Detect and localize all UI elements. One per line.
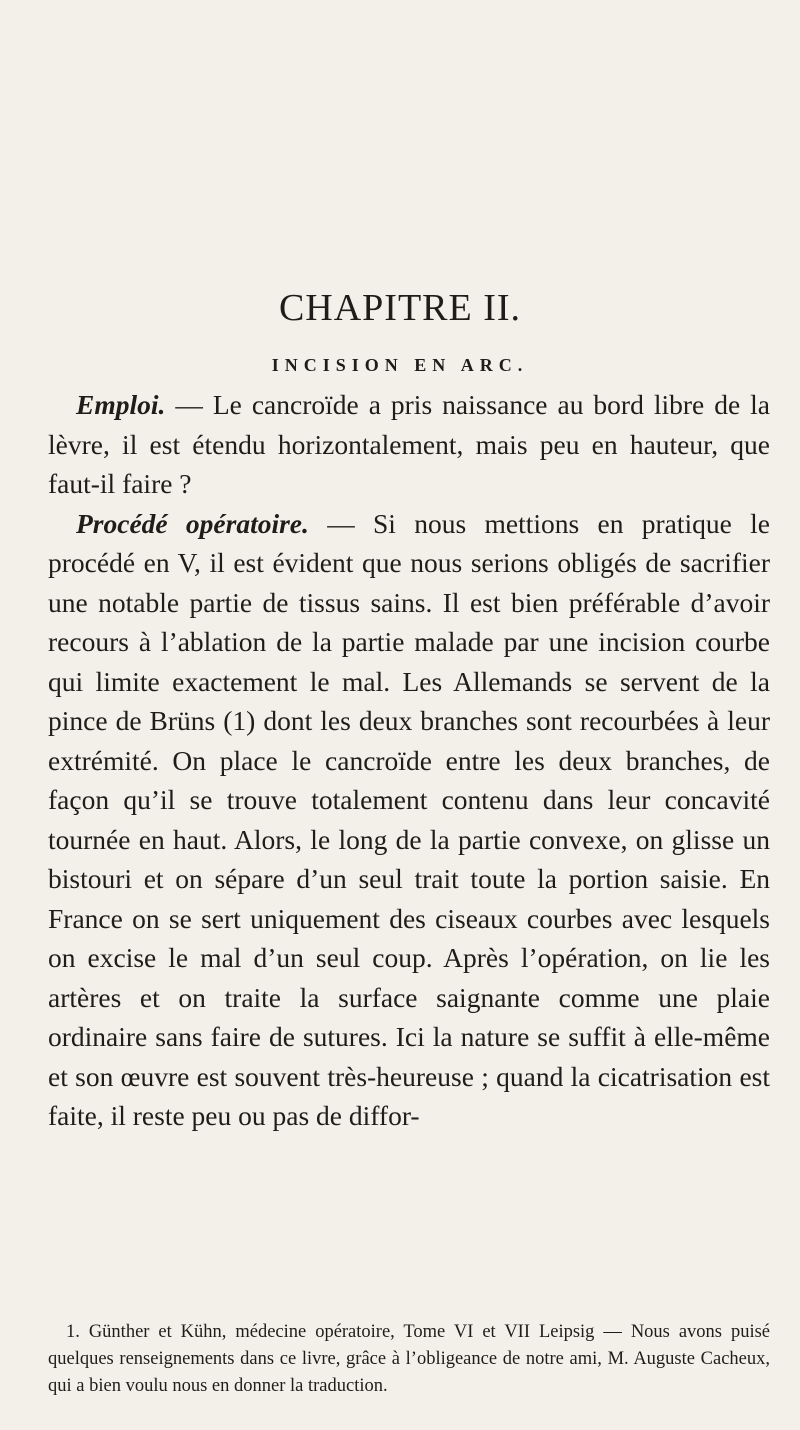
section-title: INCISION EN ARC. (271, 355, 529, 375)
body-text (48, 385, 770, 1136)
footnote: 1. Günther et Kühn, médecine opératoire, Tome VI et VII Leipsig — Nous avons puisé quelques renseignements dans ce livre, grâce à l’obligeance de notre ami, M. Auguste Cacheux, qui a bien voulu nous en donner la traduction. (48, 1322, 770, 1396)
paragraph-text-procede: — Si nous mettions en pratique le procédé en V, il est évident que nous serions obligés de sacrifier une notable partie de tissus sains. Il est bien préférable d’avoir recours à l’ablation de la partie malade par une incision courbe qui limite exactement le mal. Les Allemands se servent de la pince de Brüns (1) dont les deux branches sont recourbées à leur extrémité. On place le cancroïde entre les deux branches, de façon qu’il se trouve totalement contenu dans leur concavité tournée en haut. Alors, le long de la partie convexe, on glisse un bistouri et on sépare d’un seul trait toute la portion saisie. En France on se sert uniquement des ciseaux courbes avec lesquels on excise le mal d’un seul coup. Après l’opération, on lie les artères et on traite la surface saignante comme une plaie ordinaire sans faire de sutures. Ici la nature se suffit à elle-même et son œuvre est souvent très-heureuse ; quand la cicatrisation est faite, il reste peu ou pas de diffor- (48, 507, 770, 1131)
paragraph-emploi (48, 385, 770, 504)
paragraph-label-emploi: Emploi. (76, 389, 166, 420)
chapter-title: CHAPITRE II. (278, 287, 522, 329)
paragraph-label-procede: Procédé opératoire. (76, 507, 309, 539)
paragraph-procede (48, 504, 770, 1136)
paragraph-text-emploi: — Le cancroïde a pris naissance au bord libre de la lèvre, il est étendu horizontalement, mais peu en hauteur, que faut-il faire ? (48, 389, 770, 499)
